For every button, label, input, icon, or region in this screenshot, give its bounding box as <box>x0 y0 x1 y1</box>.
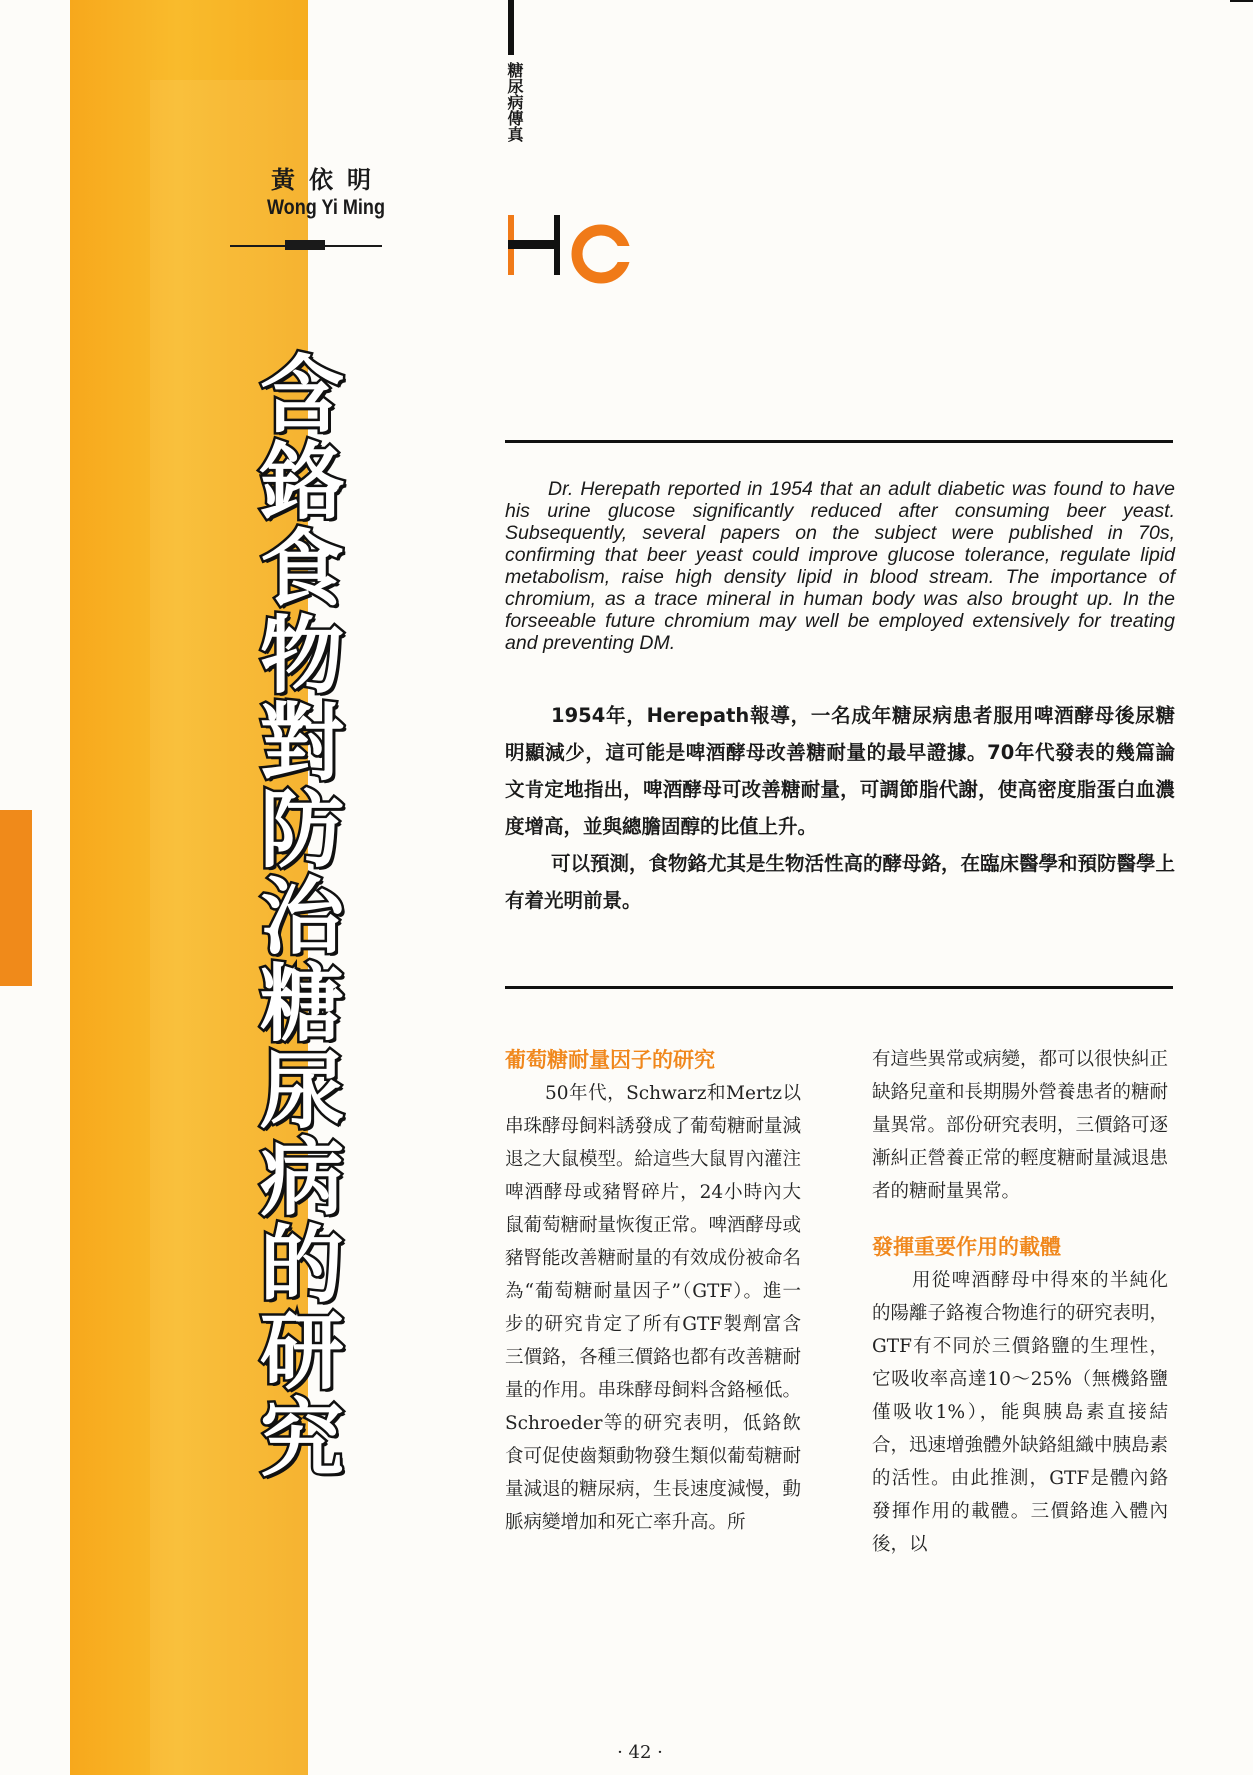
author-name-en: Wong Yi Ming <box>266 196 385 219</box>
body-paragraph: 用從啤酒酵母中得來的半純化的陽離子鉻複合物進行的研究表明，GTF有不同於三價鉻鹽的生理性，它吸收率高達10～25%（無機鉻鹽僅吸收1%），能與胰島素直接結合，迅速增強體外缺鉻組織中胰島素的活性。由此推測，GTF是體內鉻發揮作用的載體。三價鉻進入體內後，以 <box>872 1270 1169 1555</box>
author-divider-accent <box>285 240 325 250</box>
section-heading: 發揮重要作用的載體 <box>872 1235 1061 1259</box>
column-logo <box>500 0 640 285</box>
title-char: 研 <box>259 1303 344 1401</box>
title-char: 治 <box>259 868 344 966</box>
title-char: 糖 <box>259 955 344 1053</box>
body-paragraph: 50年代，Schwarz和Mertz以串珠酵母飼料誘發成了葡萄糖耐量減退之大鼠模型。給這些大鼠胃內灌注啤酒酵母或豬腎碎片，24小時內大鼠葡萄糖耐量恢復正常。啤酒酵母或豬腎能改善糖耐量的有效成份被命名為“葡萄糖耐量因子”（GTF）。進一步的研究肯定了所有GTF製劑富含三價鉻，各種三價鉻也都有改善糖耐量的作用。串珠酵母飼料含鉻極低。Schroeder等的研究表明，低鉻飲食可促使齒類動物發生類似葡萄糖耐量減退的糖尿病，生長速度減慢，動脈病變增加和死亡率升高。所 <box>505 1083 802 1533</box>
body-column-left <box>505 1043 801 1539</box>
article-title <box>252 346 352 1488</box>
section-heading: 葡萄糖耐量因子的研究 <box>505 1048 715 1072</box>
title-char: 食 <box>259 520 344 618</box>
page-edge-tab <box>0 810 32 986</box>
corner-mark <box>1230 0 1253 2</box>
abstract-chinese-para: 1954年，Herepath報導，一名成年糖尿病患者服用啤酒酵母後尿糖明顯減少，這可能是啤酒酵母改善糖耐量的最早證據。70年代發表的幾篇論文肯定地指出，啤酒酵母可改善糖耐量，可調節脂代謝，使高密度脂蛋白血濃度增高，並與總膽固醇的比值上升。 <box>505 704 1175 838</box>
title-char: 病 <box>259 1129 344 1227</box>
abstract-top-rule <box>505 440 1173 443</box>
body-column-right <box>872 1043 1168 1561</box>
abstract-bottom-rule <box>505 986 1173 989</box>
abstract-english-text: Dr. Herepath reported in 1954 that an adult diabetic was found to have his urine glucose significantly reduced after consuming beer yeast. Subsequently, several papers on the subject were published in 70s, confirming that beer yeast could improve glucose tolerance, regulate lipid metabolism, raise high density lipid in blood stream. The importance of chromium, as a trace mineral in human body was also brought up. In the forseeable future chromium may well be employed extensively for treating and preventing DM. <box>505 478 1175 654</box>
title-char: 鉻 <box>259 433 344 531</box>
series-label: 糖尿病傳真 <box>505 62 524 142</box>
abstract-english <box>505 478 1175 654</box>
author-name-cn: 黃依明 <box>271 166 385 194</box>
title-char: 的 <box>259 1216 344 1314</box>
abstract-chinese-para: 可以預測，食物鉻尤其是生物活性高的酵母鉻，在臨床醫學和預防醫學上有着光明前景。 <box>505 852 1176 912</box>
title-char: 含 <box>259 346 344 444</box>
abstract-chinese <box>505 697 1175 919</box>
title-char: 究 <box>259 1390 344 1488</box>
title-char: 對 <box>259 694 344 792</box>
title-char: 尿 <box>259 1042 344 1140</box>
title-char: 物 <box>259 607 344 705</box>
page-number: · 42 · <box>617 1742 663 1763</box>
title-char: 防 <box>259 781 344 879</box>
body-paragraph: 有這些異常或病變，都可以很快糾正缺鉻兒童和長期腸外營養患者的糖耐量異常。部份研究表明，三價鉻可逐漸糾正營養正常的輕度糖耐量減退患者的糖耐量異常。 <box>872 1049 1169 1202</box>
